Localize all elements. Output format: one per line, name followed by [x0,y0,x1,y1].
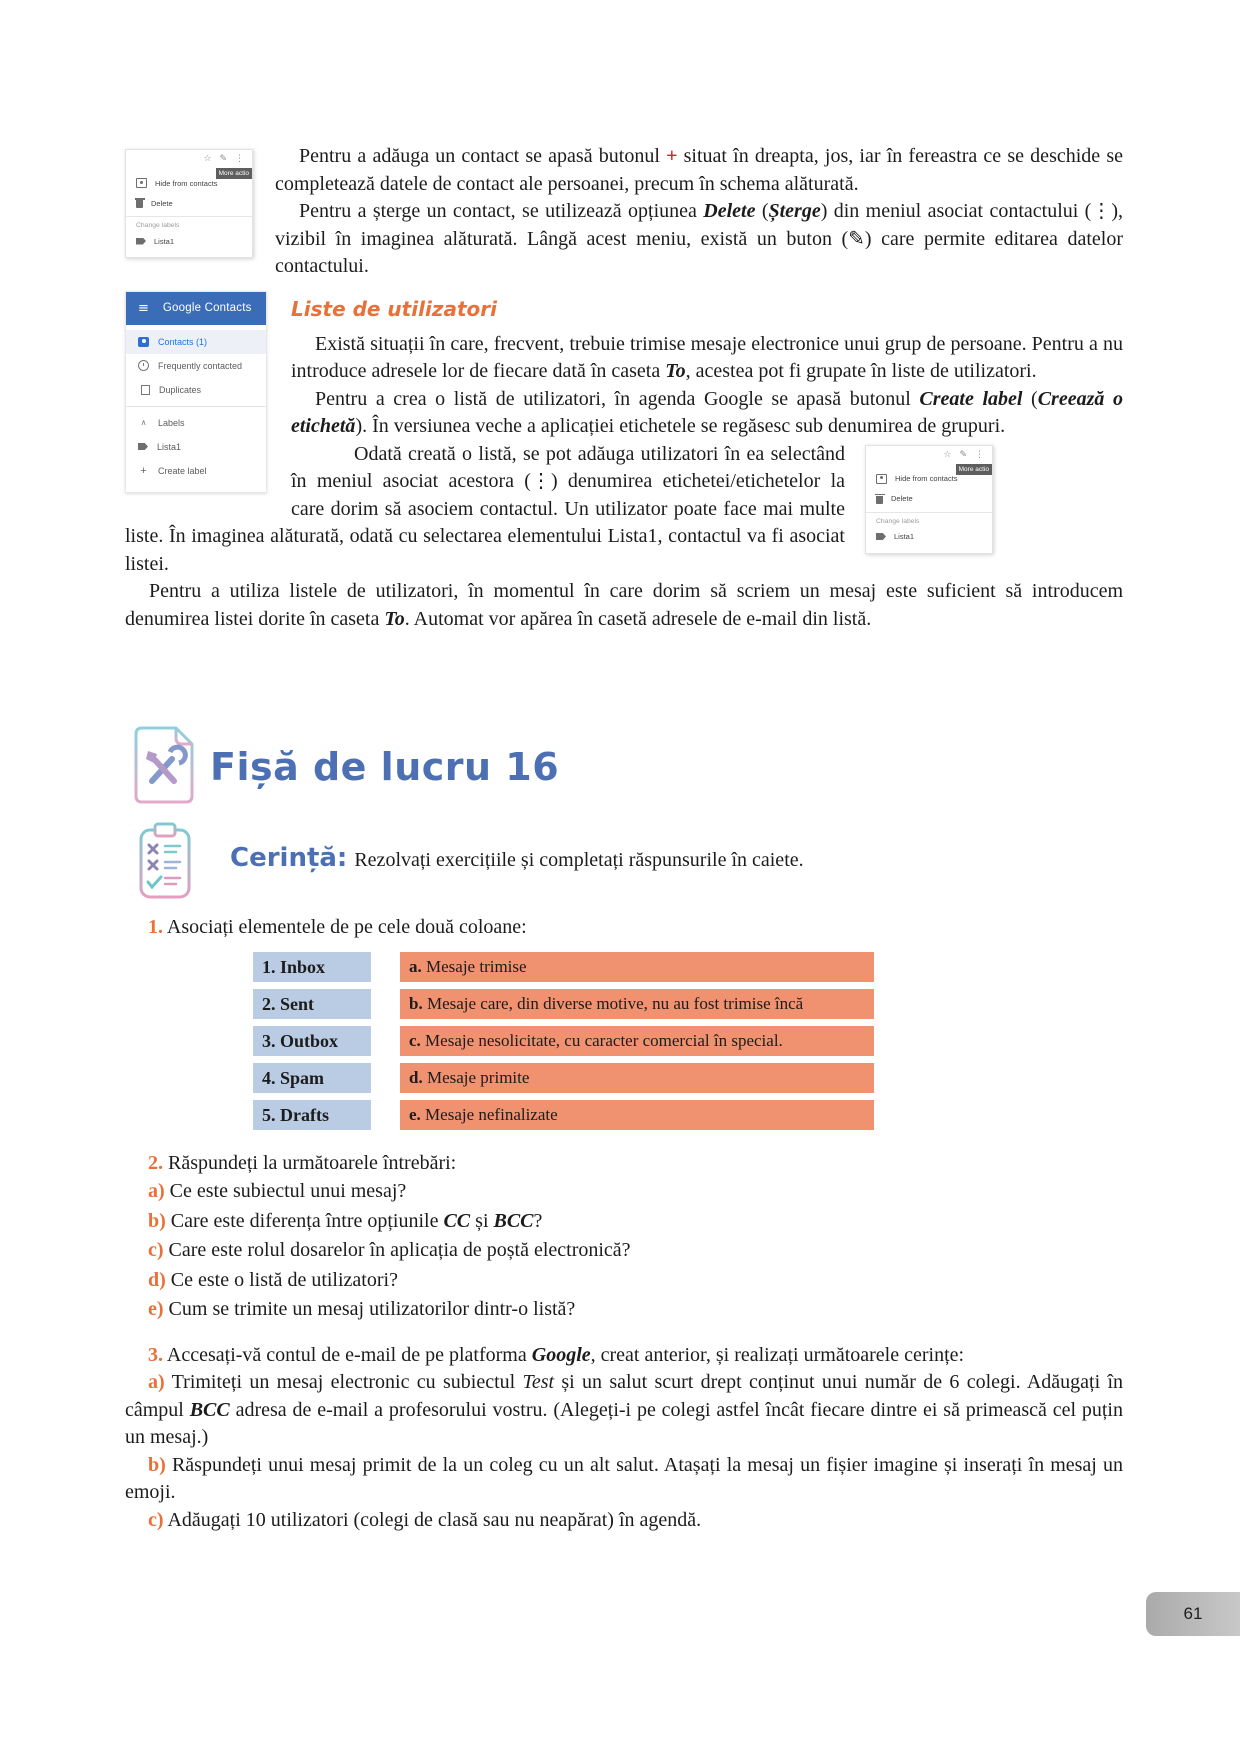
text-run: adresa de e-mail a profesorului vostru. (Alegeți-i pe colegi astfel încât fiecare dintre ei să primească cel puțin un mesaj.) [125,1398,1123,1448]
table-right-cell [400,1063,874,1093]
pencil-icon: ✎ [959,449,967,460]
label-tag-icon [136,238,146,245]
answer-letter: e. [409,1104,421,1124]
text-run: Există situații în care, frecvent, trebuie trimise mesaje electronice unui grup de persoane. Pentru a nu introduce adresele lor de fiecare dată în caseta [291,332,1123,382]
exercise2-item-b [125,1207,1123,1237]
answer-text: Mesaje trimise [426,956,527,976]
worksheet-tools-icon [132,725,196,810]
sidebar-item-frequently-contacted [126,354,266,378]
sidebar-item-label: Frequently contacted [158,360,243,371]
google-platform-name: Google [531,1343,591,1366]
exercise-number: 2. [148,1151,163,1174]
lists-paragraph-1 [125,331,1123,386]
cerinta-line [230,821,804,873]
menu-item-label: Hide from contacts [155,178,218,188]
creeaza-eticheta-name: Creează o etichetă [291,387,1123,437]
bcc-field-name: BCC [189,1398,230,1421]
page-number: 61 [1183,1604,1203,1623]
exercise3-item-c [125,1507,1123,1535]
sterge-option-name: Șterge [768,200,821,222]
text-run: Pentru a adăuga un contact se apasă butonul [299,145,667,167]
star-icon: ☆ [943,449,952,460]
menu-item-label: Lista1 [894,532,915,541]
menu-item-lista1 [866,527,992,547]
star-icon: ☆ [203,154,212,164]
cerinta-text: Rezolvați exercițiile și completați răspunsurile în caiete. [354,849,804,871]
change-labels-section-label: Change labels [136,222,180,229]
lists-paragraph-2 [125,386,1123,441]
plus-icon: + [140,464,147,477]
answer-text: Mesaje care, din diverse motive, nu au fost trimise încă [426,993,804,1013]
cerinta-label: Cerință: [230,843,348,873]
to-field-name: To [665,360,686,382]
exercise-number: 1. [148,916,163,938]
text-run: Pentru a șterge un contact, se utilizează opțiunea [299,200,704,222]
exercise3-prompt [125,1342,1123,1370]
sidebar-body [126,325,266,483]
worksheet-header [125,725,1123,809]
answer-letter: a. [409,956,422,976]
menu-divider [866,512,992,513]
text-run: Pentru a crea o listă de utilizatori, în agenda Google se apasă butonul [315,387,920,410]
checklist-clipboard-icon [136,821,194,906]
screenshot-google-contacts-sidebar [125,291,267,493]
text-run: și un salut scurt drept conținut unui număr de 6 colegi. Adăugați în câmpul [125,1371,1123,1421]
item-letter: e) [148,1298,164,1320]
table-left-cell: 4. Spam [253,1063,371,1093]
more-options-icon: ⋮ [235,154,244,164]
table-left-cell: 5. Drafts [253,1100,371,1130]
create-label-button-name: Create label [919,387,1023,410]
more-actions-tooltip: More actio [216,168,252,179]
sidebar-item-labels [126,411,266,435]
screenshot-contact-menu-2-wrap [865,445,1123,549]
exercise-number: 3. [148,1343,163,1366]
more-options-icon: ⋮ [975,449,984,460]
google-contacts-title: Google Contacts [162,302,252,314]
hide-contact-icon [136,178,147,188]
answer-text: Mesaje nefinalizate [425,1104,558,1124]
pencil-glyph-inline: ✎ [848,227,865,250]
text-run: , acestea pot fi grupate în liste de utilizatori. [685,360,1037,382]
sidebar-divider [126,406,266,407]
cc-field-name: CC [443,1209,471,1232]
menu-item-label: Delete [151,198,173,208]
sidebar-item-label: Labels [158,417,185,428]
text-run: . Automat vor apărea în casetă adresele de e-mail din listă. [404,607,872,630]
exercise2-item-d [125,1266,1123,1296]
exercise2-item-c [125,1236,1123,1266]
menu-item-label: Hide from contacts [895,474,958,483]
text-run: Pentru a utiliza listele de utilizatori, în momentul în care dorim să scriem un mesaj este suficient să introducem denumirea listei dorite în caseta [125,580,1123,630]
exercise2-item-a [125,1177,1123,1207]
menu-item-label: Lista1 [154,236,175,246]
menu-item-lista1 [126,231,252,251]
text-run: , creat anterior, și realizați următoarele cerințe: [590,1343,965,1366]
table-right-cell [400,1100,874,1130]
cerinta-row [125,821,1123,906]
text-run: Adăugați 10 utilizatori (colegi de clasă sau nu neapărat) în agendă. [167,1508,702,1531]
label-tag-icon [876,533,886,540]
sidebar-item-label: Contacts (1) [158,336,208,347]
sidebar-item-label: Duplicates [159,384,202,395]
answer-letter: c. [409,1030,421,1050]
text-run: și [470,1209,494,1232]
text-run: ) care permite editarea datelor contactului. [275,227,1123,277]
screenshot-contact-menu-1 [125,149,253,258]
menu-item-delete [126,193,252,213]
hide-contact-icon [876,474,887,484]
sidebar-item-lista1 [126,435,266,459]
text-run: Răspundeți la următoarele întrebări: [168,1151,457,1174]
trash-icon [876,496,883,504]
sidebar-item-contacts [126,330,266,354]
table-right-cell [400,1026,874,1056]
duplicates-icon [141,385,150,395]
sidebar-item-duplicates [126,378,266,402]
item-letter: d) [148,1268,166,1291]
worksheet-title: Fișă de lucru 16 [210,745,560,789]
more-actions-tooltip: More actio [956,464,992,475]
exercise1-prompt [125,914,1123,942]
text-run: Ce este subiectul unui mesaj? [169,1180,407,1202]
text-run: ( [755,200,769,222]
text-run: Asociați elementele de pe cele două coloane: [166,916,527,938]
trash-icon [136,200,143,208]
exercise2-prompt [125,1150,1123,1178]
menu-item-delete [866,489,992,509]
item-letter: b) [148,1453,166,1476]
label-tag-icon [138,443,148,450]
answer-text: Mesaje nesolicitate, cu caracter comercial în special. [425,1030,783,1050]
exercise2-item-e [125,1295,1123,1325]
screenshot-contact-menu-2 [865,445,993,554]
matching-table [253,952,1123,1130]
answer-letter: d. [409,1067,423,1087]
intro-paragraph-2 [125,198,1123,281]
sidebar-item-label: Create label [158,465,207,476]
lists-paragraph-4 [125,578,1123,633]
text-run: Ce este o listă de utilizatori? [170,1268,398,1291]
table-left-cell: 1. Inbox [253,952,371,982]
item-letter: a) [148,1371,165,1393]
lists-paragraph-3: Odată creată o listă, se pot adăuga utilizatori în ea selectând în meniul asociat acestora (⋮) denumirea etichetei/etichetelor la care dorim să asociem contactul. Un utilizator poate face mai multe liste. În imaginea alăturată, odată cu selectarea elementului Lista1, contactul va fi asociat listei. [125,442,845,575]
table-right-cell [400,952,874,982]
section-heading-liste-de-utilizatori: Liste de utilizatori [291,296,497,321]
contacts-icon [138,337,149,347]
bcc-field-name: BCC [493,1209,534,1232]
text-run: situat în dreapta, jos, iar în fereastra ce se deschide se completează datele de contact ale persoanei, precum în schema alăturată. [275,145,1123,195]
contact-dropdown-menu [866,463,992,547]
plus-button-glyph: + [666,145,678,167]
text-run: ( [1022,387,1038,410]
hamburger-menu-icon: ≡ [138,300,149,316]
text-run: Care este rolul dosarelor în aplicația de poștă electronică? [168,1239,631,1261]
clock-icon [138,360,149,371]
text-run: ) din meniul asociat contactului (⋮), vizibil în imaginea alăturată. Lângă acest meniu, există un buton ( [275,200,1124,250]
sidebar-item-label: Lista1 [157,441,182,452]
answer-text: Mesaje primite [426,1067,530,1087]
content-column [125,143,1123,1534]
change-labels-section-label: Change labels [876,517,920,525]
item-letter: c) [148,1239,164,1261]
contact-card-toolbar [866,446,992,463]
table-right-cell [400,989,874,1019]
sidebar-item-create-label [126,459,266,483]
contact-dropdown-menu [126,167,252,251]
exercise3-item-a [125,1369,1123,1452]
menu-item-label: Delete [891,494,913,503]
table-left-cell: 3. Outbox [253,1026,371,1056]
pencil-icon: ✎ [219,154,227,164]
item-letter: a) [148,1180,165,1202]
intro-paragraph-1 [125,143,1123,198]
test-subject-name: Test [522,1371,555,1393]
page-number-tab [1146,1592,1240,1636]
to-field-name: To [384,607,405,630]
text-run: ? [533,1209,543,1232]
text-run: Trimiteți un mesaj electronic cu subiectul [171,1371,523,1393]
delete-option-name: Delete [703,200,756,222]
text-run: Cum se trimite un mesaj utilizatorilor dintr-o listă? [168,1298,576,1320]
table-left-cell: 2. Sent [253,989,371,1019]
google-contacts-header [126,292,266,325]
text-run: Care este diferența între opțiunile [170,1209,444,1232]
item-letter: c) [148,1508,164,1531]
answer-letter: b. [409,993,423,1013]
chevron-up-icon: ∧ [140,418,147,427]
item-letter: b) [148,1209,166,1232]
exercise3-item-b [125,1452,1123,1507]
contact-card-toolbar [126,150,252,167]
text-run: Accesați-vă contul de e-mail de pe platforma [166,1343,532,1366]
text-run: ). În versiunea veche a aplicației etichetele se regăsesc sub denumirea de grupuri. [355,415,1006,437]
menu-divider [126,216,252,217]
text-run: Răspundeți unui mesaj primit de la un coleg cu un alt salut. Atașați la mesaj un fișier imagine și inserați în mesaj un emoji. [125,1453,1123,1503]
